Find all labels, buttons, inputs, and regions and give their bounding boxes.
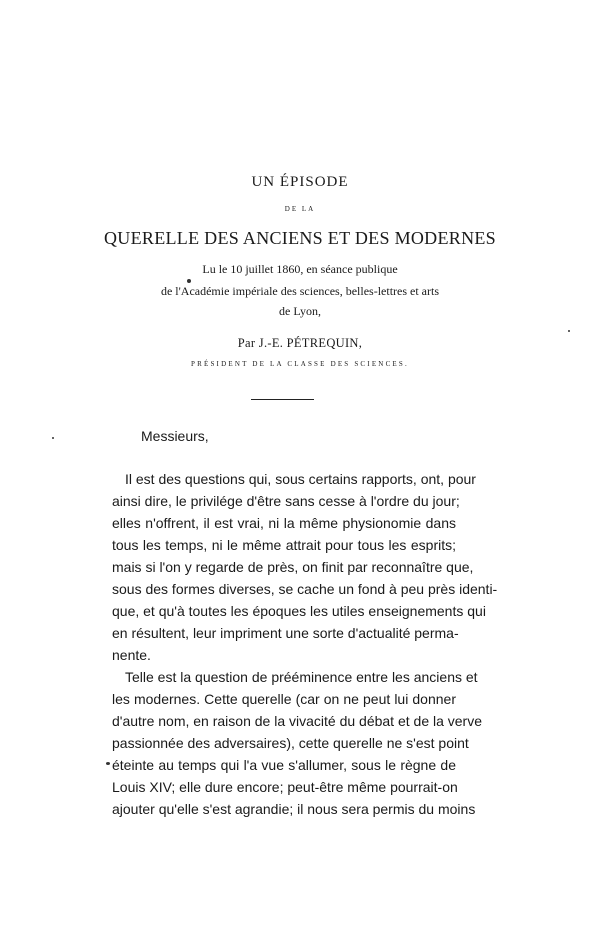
body-line-14: éteinte au temps qui l'a vue s'allumer, sous le règne de (112, 757, 456, 773)
author-line: Par J.-E. PÉTREQUIN, (237, 336, 363, 350)
subtitle-line-3: de Lyon, (279, 304, 321, 318)
body-line-8: en résultent, leur impriment une sorte d'actualité perma- (112, 625, 459, 641)
scan-speck (568, 330, 570, 332)
subtitle-line-1: Lu le 10 juillet 1860, en séance publique (202, 262, 398, 276)
body-line-2: ainsi dire, le privilége d'être sans cesse à l'ordre du jour; (112, 493, 460, 509)
separator-rule (251, 399, 314, 400)
body-line-5: mais si l'on y regarde de près, on finit par reconnaître que, (112, 559, 474, 575)
title-line-2: DE LA (284, 205, 316, 213)
body-line-6: sous des formes diverses, se cache un fond à peu près identi- (112, 581, 498, 597)
body-line-9: nente. (112, 647, 151, 663)
scan-speck (106, 762, 110, 765)
title-line-1: UN ÉPISODE (251, 174, 349, 190)
scan-speck (187, 279, 191, 283)
body-line-12: d'autre nom, en raison de la vivacité du débat et de la verve (112, 713, 483, 729)
subtitle-line-2: de l'Académie impériale des sciences, belles-lettres et arts (160, 284, 440, 298)
scan-speck (52, 437, 54, 439)
body-line-7: que, et qu'à toutes les époques les utiles enseignements qui (112, 603, 486, 619)
body-line-11: les modernes. Cette querelle (car on ne peut lui donner (112, 691, 456, 707)
body-line-16: ajouter qu'elle s'est agrandie; il nous sera permis du moins (112, 801, 476, 817)
author-role: PRÉSIDENT DE LA CLASSE DES SCIENCES. (191, 360, 409, 368)
body-line-10: Telle est la question de prééminence entre les anciens et (125, 669, 478, 685)
body-line-3: elles n'offrent, il est vrai, ni la même physionomie dans (112, 515, 456, 531)
body-line-15: Louis XIV; elle dure encore; peut-être même pourrait-on (112, 779, 458, 795)
body-line-1: Il est des questions qui, sous certains rapports, ont, pour (125, 471, 476, 487)
salutation: Messieurs, (141, 428, 209, 444)
title-line-3: QUERELLE DES ANCIENS ET DES MODERNES (104, 228, 496, 248)
body-line-4: tous les temps, ni le même attrait pour tous les esprits; (112, 537, 456, 553)
body-line-13: passionnée des adversaires), cette querelle ne s'est point (112, 735, 469, 751)
